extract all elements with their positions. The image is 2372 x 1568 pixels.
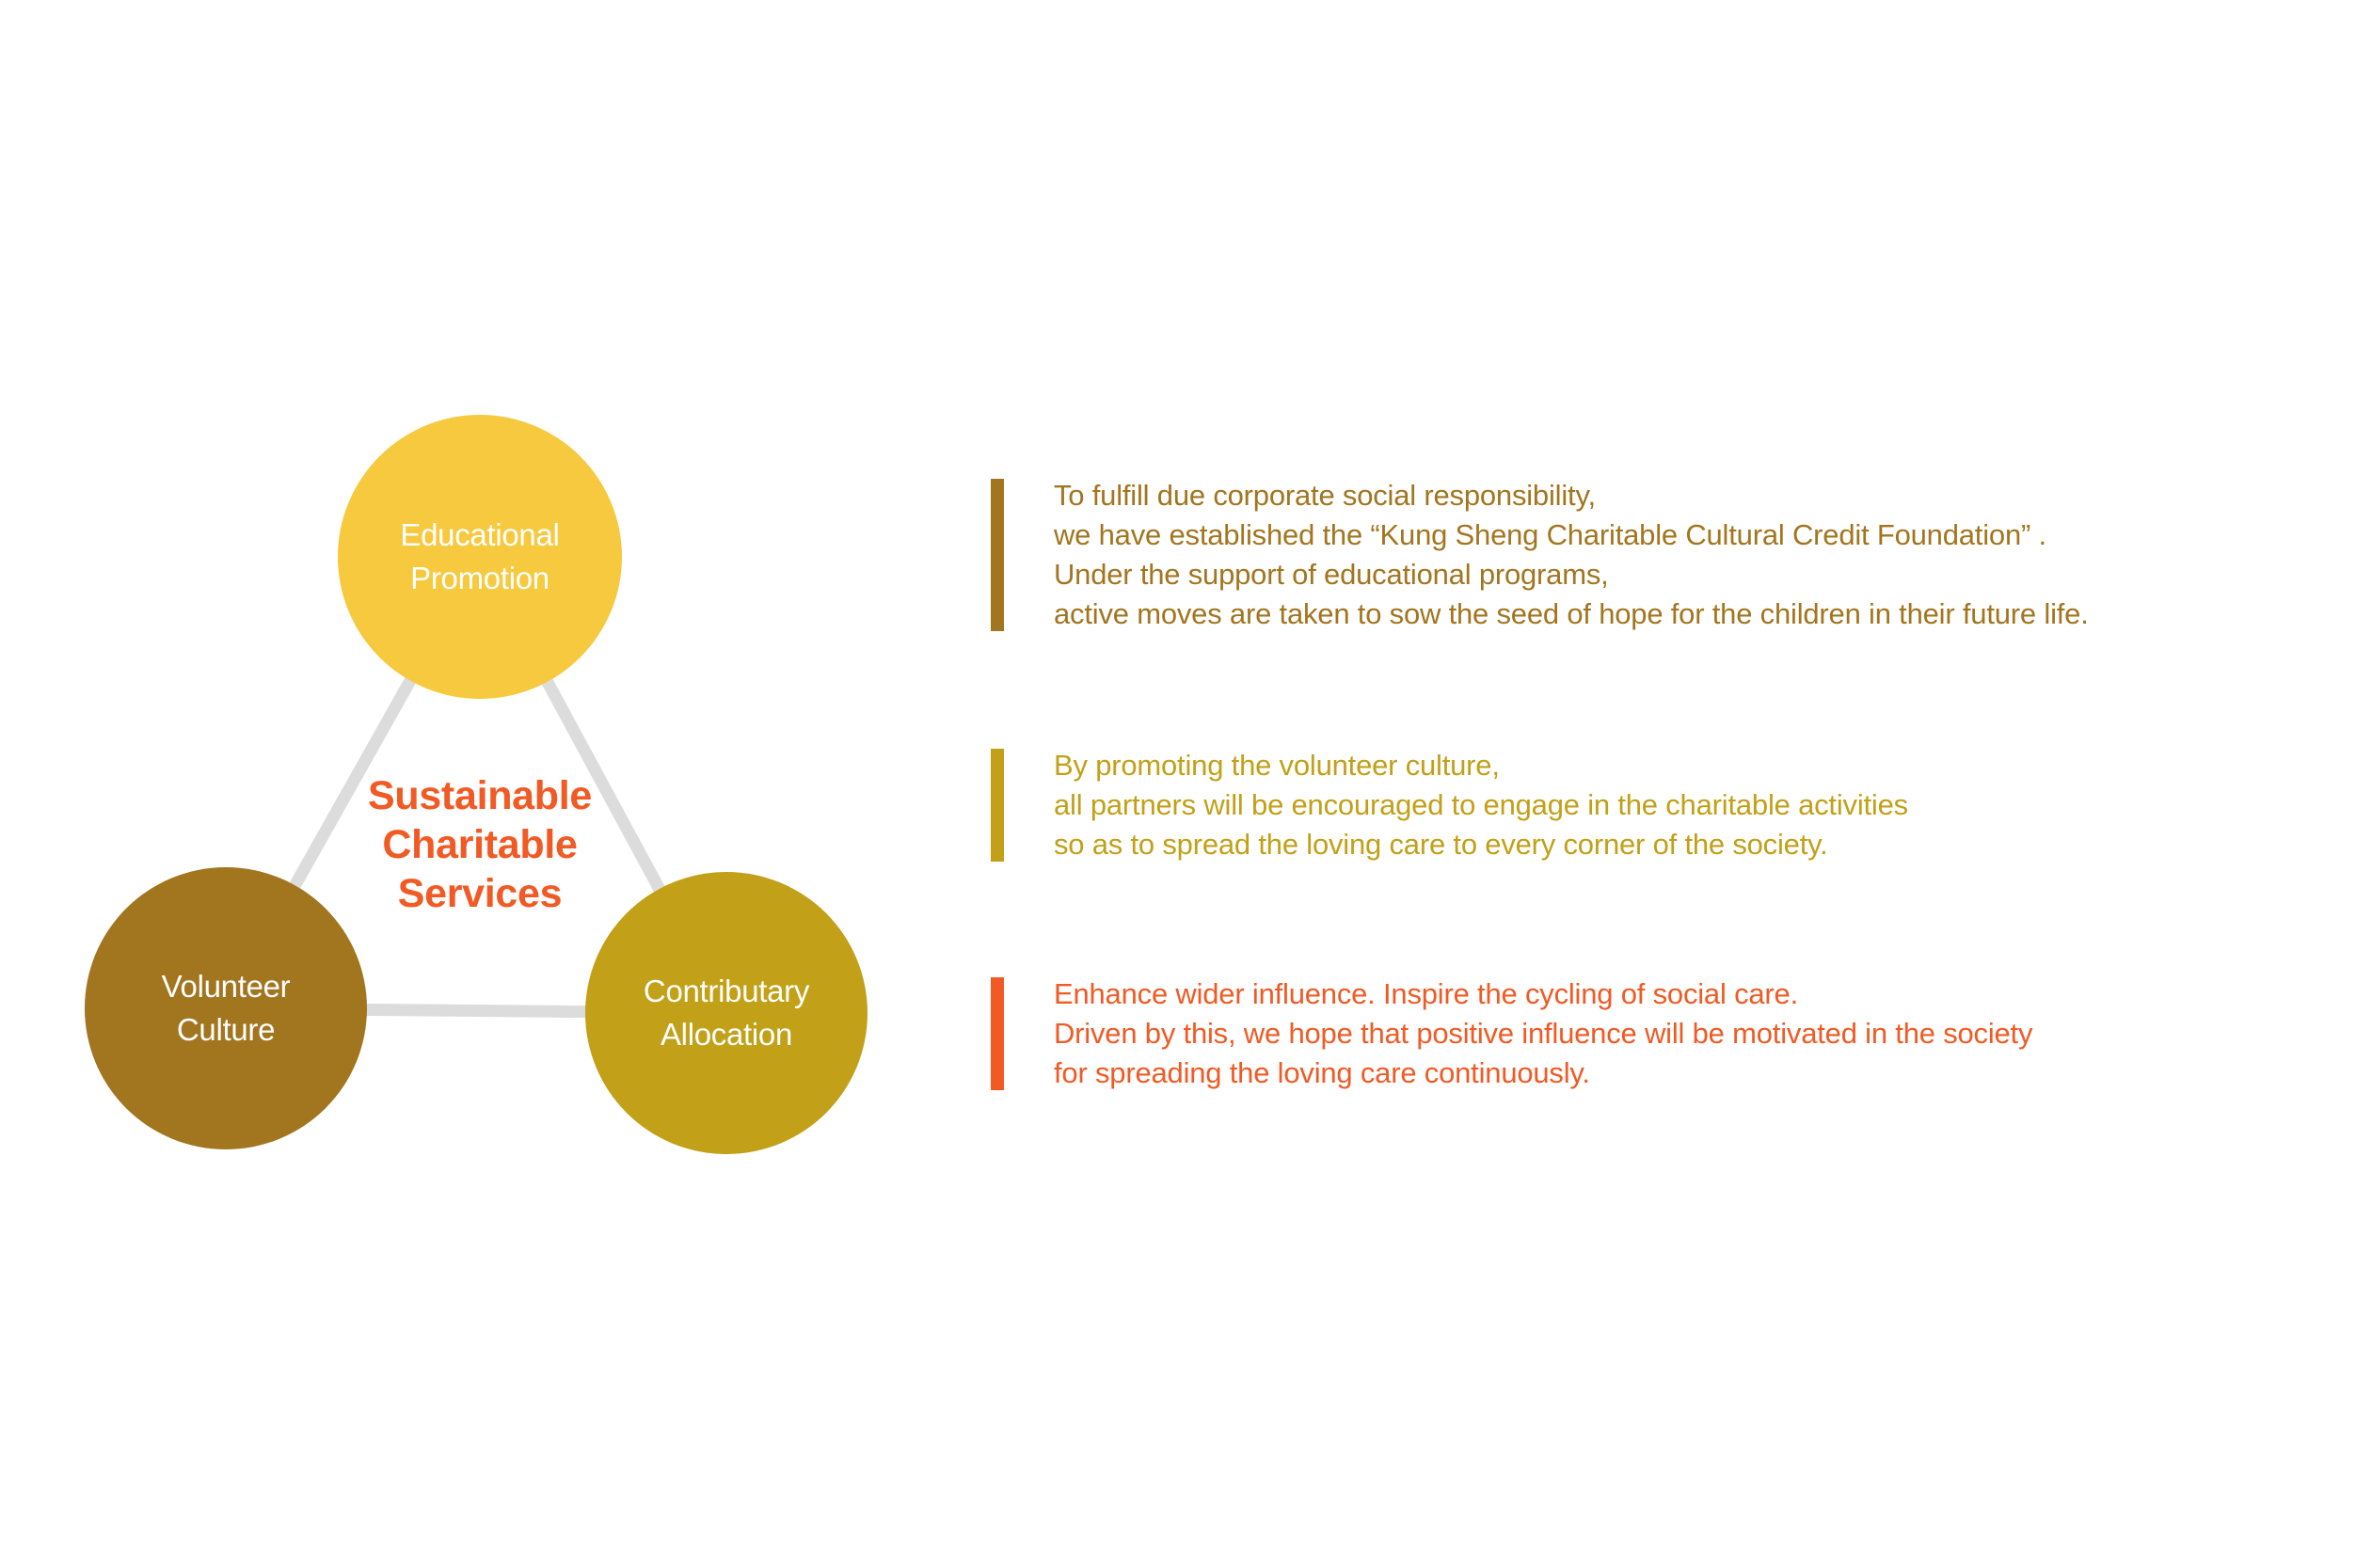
circle-volunteer-culture — [85, 867, 367, 1149]
note-text-line: Enhance wider influence. Inspire the cycling of social care. — [1054, 977, 1798, 1010]
note-text-line: active moves are taken to sow the seed of hope for the children in their future life. — [1054, 597, 2089, 630]
note-volunteer-culture — [991, 746, 1908, 864]
circle-label-line: Culture — [176, 1012, 276, 1047]
note-text-line: so as to spread the loving care to every corner of the society. — [1054, 828, 1828, 861]
center-title-line: Services — [397, 871, 563, 916]
note-educational-promotion — [991, 476, 2089, 634]
note-text-line: Driven by this, we hope that positive influence will be motivated in the society — [1054, 1017, 2033, 1050]
center-title-line: Sustainable — [367, 773, 593, 818]
circle-label-line: Promotion — [410, 561, 549, 595]
note-accent-bar — [991, 749, 1004, 862]
circle-label-line: Contributary — [643, 974, 810, 1008]
note-accent-bar — [991, 479, 1004, 631]
note-wider-influence — [991, 974, 2032, 1093]
note-text-line: By promoting the volunteer culture, — [1054, 749, 1500, 782]
circle-educational-promotion — [338, 415, 622, 699]
note-text-line: Under the support of educational programs, — [1054, 558, 1609, 591]
note-text-line: To fulfill due corporate social responsibility, — [1054, 479, 1596, 512]
circle-label-line: Volunteer — [161, 969, 291, 1004]
note-text — [1054, 476, 2089, 634]
circle-label-line: Educational — [400, 517, 560, 552]
note-accent-bar — [991, 977, 1004, 1090]
circle-contributary-allocation — [585, 872, 868, 1154]
note-text — [1054, 974, 2032, 1093]
note-text — [1054, 746, 1908, 864]
note-text-line: all partners will be encouraged to engage in the charitable activities — [1054, 788, 1908, 821]
center-title — [368, 771, 592, 918]
note-text-line: we have established the “Kung Sheng Charitable Cultural Credit Foundation” . — [1054, 518, 2046, 551]
circle-label-line: Allocation — [660, 1017, 793, 1052]
center-title-line: Charitable — [382, 822, 578, 867]
note-text-line: for spreading the loving care continuously. — [1054, 1056, 1590, 1089]
